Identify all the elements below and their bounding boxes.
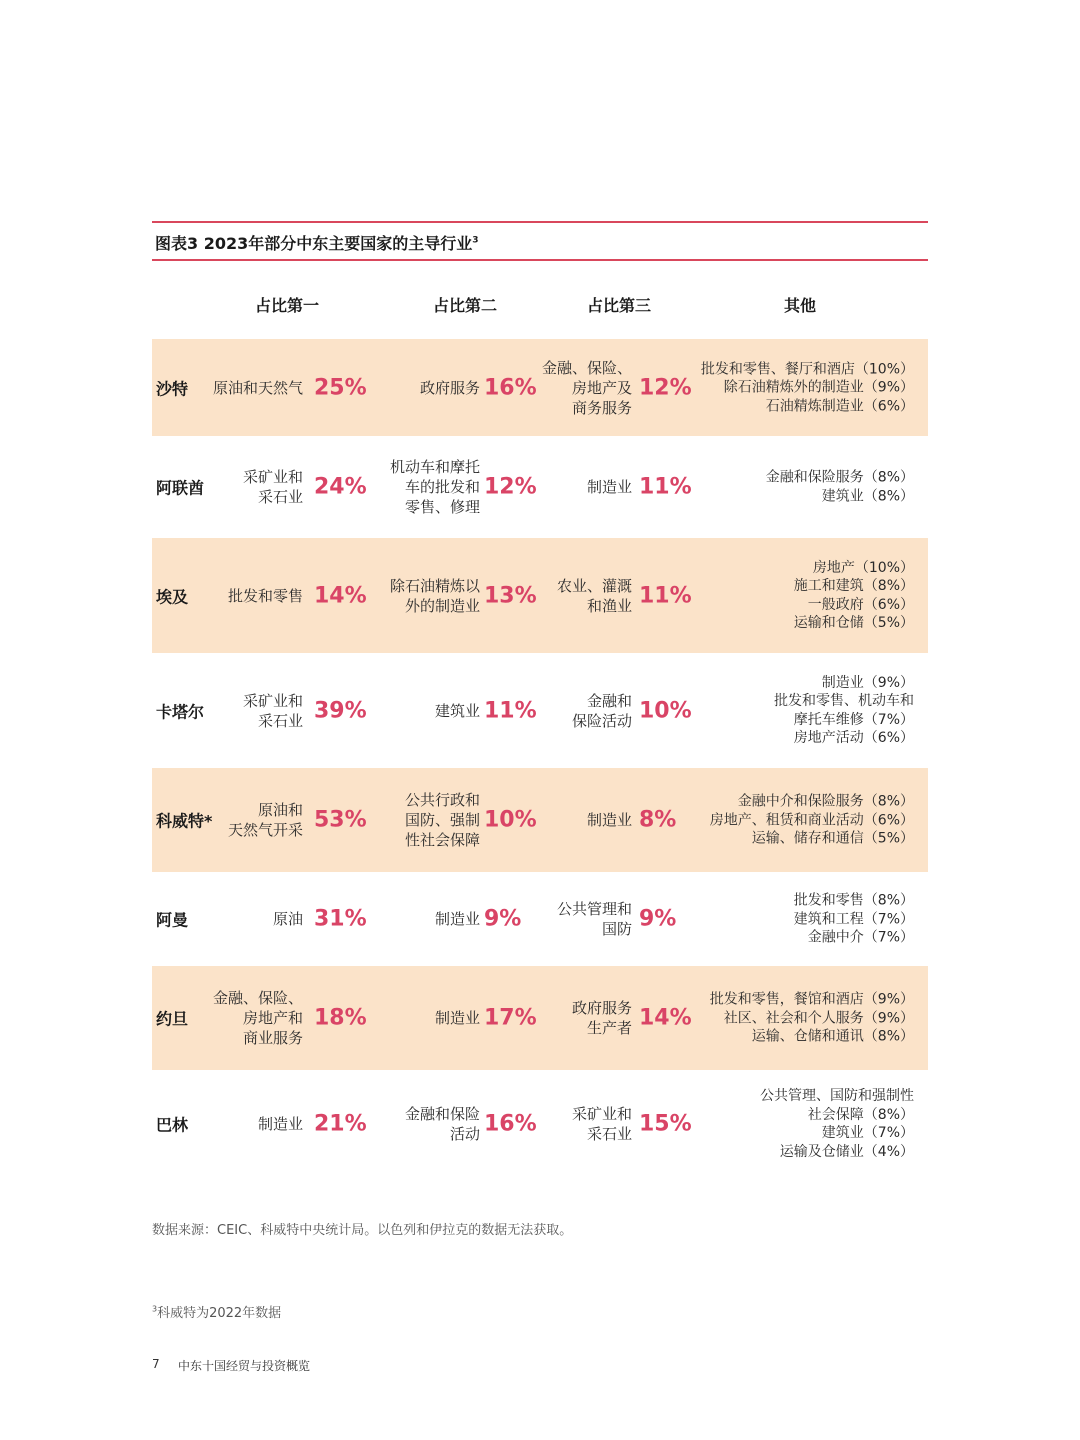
- publication-title: 中东十国经贸与投资概览: [178, 1359, 311, 1373]
- first-industry-label: 原油和 天然气开采: [227, 801, 303, 839]
- first-industry-label: 原油: [272, 910, 303, 928]
- third-industry-label: 农业、灌溉 和渔业: [556, 576, 632, 615]
- other-industry-item: 公共管理、国防和强制性: [760, 1088, 914, 1104]
- other-industry-item: 建筑业（7%）: [821, 1125, 914, 1141]
- second-industry-percent: 13%: [484, 583, 537, 608]
- other-industry-item: 房地产、租赁和商业活动（6%）: [709, 811, 914, 828]
- table-row: [152, 872, 928, 966]
- other-industry-item: 除石油精炼外的制造业（9%）: [723, 379, 914, 396]
- third-industry-label: 制造业: [586, 811, 632, 829]
- page-number: 7: [152, 1357, 160, 1371]
- third-industry-percent: 14%: [639, 1005, 692, 1031]
- second-industry-label: 公共行政和 国防、强制 性社会保障: [404, 791, 480, 849]
- second-industry-percent: 16%: [484, 1111, 537, 1137]
- other-industry-item: 批发和零售、机动车和: [774, 693, 914, 709]
- first-industry-label: 金融、保险、 房地产和 商业服务: [212, 989, 303, 1047]
- country-name: 沙特: [156, 379, 189, 398]
- other-industry-item: 运输和仓储（5%）: [793, 615, 914, 631]
- other-industries: [794, 559, 914, 633]
- other-industry-item: 金融中介（7%）: [807, 929, 914, 946]
- country-name: 卡塔尔: [156, 702, 205, 721]
- other-industry-item: 批发和零售、餐厅和酒店（10%）: [700, 360, 914, 377]
- second-industry-percent: 16%: [484, 375, 537, 400]
- third-industry-percent: 15%: [639, 1111, 692, 1137]
- second-industry-percent: 10%: [484, 807, 537, 833]
- other-industry-item: 一般政府（6%）: [807, 596, 914, 613]
- other-industry-item: 批发和零售（8%）: [793, 892, 914, 909]
- table-row: [152, 538, 928, 653]
- other-industries: [701, 360, 914, 416]
- figure-title-text: 图表3 2023年部分中东主要国家的主导行业: [155, 234, 473, 253]
- other-industries: [794, 891, 914, 947]
- second-industry-percent: 12%: [484, 474, 537, 500]
- third-industry-label: 采矿业和 采石业: [571, 1105, 632, 1143]
- first-industry-percent: 18%: [314, 1005, 367, 1031]
- other-industry-item: 社区、社会和个人服务（9%）: [723, 1009, 914, 1026]
- other-industry-item: 运输及仓储业（4%）: [779, 1143, 914, 1160]
- first-industry-label: 批发和零售: [227, 586, 303, 605]
- first-industry-percent: 31%: [314, 906, 367, 932]
- other-industries: [766, 469, 914, 506]
- country-name: 埃及: [156, 587, 189, 606]
- first-industry-percent: 21%: [314, 1111, 367, 1137]
- other-industry-item: 运输、仓储和通讯（8%）: [751, 1028, 914, 1045]
- second-industry-label: 除石油精炼以 外的制造业: [389, 576, 480, 615]
- second-industry-percent: 11%: [484, 698, 537, 723]
- third-industry-percent: 12%: [639, 375, 692, 400]
- other-industry-item: 摩托车维修（7%）: [793, 711, 914, 728]
- third-industry-label: 制造业: [586, 478, 632, 496]
- table-row: [152, 768, 928, 872]
- other-industry-item: 建筑和工程（7%）: [793, 910, 914, 927]
- figure-title-footnote-mark: 3: [472, 235, 479, 246]
- country-name: 巴林: [156, 1115, 189, 1135]
- header-first: 占比第一: [254, 296, 319, 315]
- other-industry-item: 石油精炼制造业（6%）: [765, 397, 914, 414]
- other-industry-item: 建筑业（8%）: [821, 488, 914, 504]
- other-industry-item: 制造业（9%）: [821, 674, 914, 691]
- second-industry-label: 制造业: [434, 910, 480, 928]
- third-industry-label: 公共管理和 国防: [556, 900, 632, 938]
- other-industry-item: 施工和建筑（8%）: [793, 578, 914, 594]
- second-industry-label: 金融和保险 活动: [404, 1105, 480, 1143]
- title-top-rule: [152, 221, 928, 223]
- other-industry-item: 运输、储存和通信（5%）: [751, 830, 914, 847]
- other-industry-item: 批发和零售，餐馆和酒店（9%）: [709, 991, 914, 1008]
- second-industry-label: 机动车和摩托 车的批发和 零售、修理: [389, 458, 480, 516]
- country-name: 阿联酋: [156, 478, 205, 498]
- third-industry-percent: 9%: [639, 906, 677, 932]
- other-industry-item: 社会保障（8%）: [807, 1106, 914, 1123]
- other-industry-item: 金融和保险服务（8%）: [765, 469, 914, 486]
- third-industry-percent: 11%: [639, 474, 692, 500]
- second-industry-label: 建筑业: [434, 701, 480, 720]
- second-industry-percent: 9%: [484, 906, 522, 932]
- header-second: 占比第二: [432, 296, 497, 315]
- second-industry-label: 政府服务: [419, 378, 480, 397]
- first-industry-label: 采矿业和 采石业: [242, 468, 303, 506]
- third-industry-label: 金融和 保险活动: [571, 691, 632, 730]
- second-industry-label: 制造业: [434, 1009, 480, 1027]
- other-industries: [760, 1087, 914, 1161]
- third-industry-percent: 10%: [639, 698, 692, 723]
- table-row: [152, 966, 928, 1070]
- footnote-mark: 3: [152, 1304, 158, 1314]
- table-row: [152, 653, 928, 768]
- first-industry-percent: 25%: [314, 375, 367, 400]
- other-industry-item: 房地产（10%）: [812, 559, 914, 576]
- third-industry-percent: 8%: [639, 807, 677, 833]
- other-industry-item: 金融中介和保险服务（8%）: [737, 793, 914, 810]
- first-industry-percent: 39%: [314, 698, 367, 723]
- first-industry-label: 原油和天然气: [212, 378, 303, 397]
- first-industry-label: 采矿业和 采石业: [242, 691, 303, 730]
- first-industry-percent: 24%: [314, 474, 367, 500]
- third-industry-label: 政府服务 生产者: [571, 999, 632, 1037]
- country-name: 科威特*: [156, 811, 213, 831]
- second-industry-percent: 17%: [484, 1005, 537, 1031]
- other-industries: [710, 792, 914, 848]
- header-third: 占比第三: [586, 296, 651, 315]
- other-industry-item: 房地产活动（6%）: [793, 730, 914, 746]
- header-others: 其他: [783, 296, 816, 315]
- table-row: [152, 339, 928, 436]
- other-industries: [710, 990, 914, 1046]
- title-bottom-rule: [152, 259, 928, 261]
- third-industry-label: 金融、保险、 房地产及 商务服务: [541, 358, 632, 417]
- first-industry-label: 制造业: [257, 1115, 303, 1133]
- source-note: 数据来源：CEIC、科威特中央统计局。以色列和伊拉克的数据无法获取。: [152, 1223, 573, 1238]
- first-industry-percent: 14%: [314, 583, 367, 608]
- figure-title: [155, 231, 479, 254]
- country-name: 约旦: [156, 1009, 189, 1029]
- third-industry-percent: 11%: [639, 583, 692, 608]
- table-row: [152, 1070, 928, 1178]
- table-row: [152, 436, 928, 538]
- footnote: [152, 1302, 281, 1321]
- other-industries: [774, 674, 914, 748]
- first-industry-percent: 53%: [314, 807, 367, 833]
- country-name: 阿曼: [156, 910, 189, 930]
- footnote-text: 科威特为2022年数据: [157, 1306, 282, 1321]
